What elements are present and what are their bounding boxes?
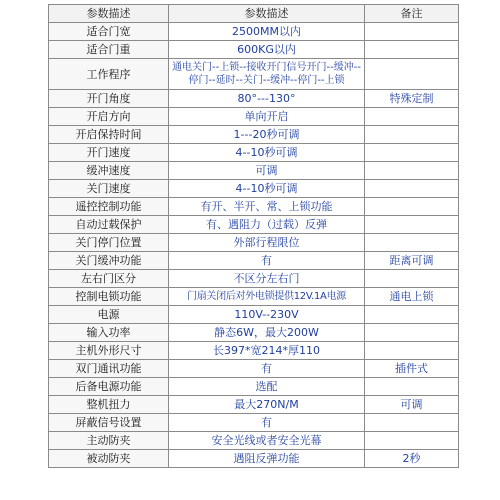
param-name-cell: 整机扭力 <box>49 396 169 414</box>
param-note-cell <box>365 378 459 396</box>
param-name-cell: 后备电源功能 <box>49 378 169 396</box>
param-note-cell: 可调 <box>365 396 459 414</box>
param-value-cell: 有开、半开、常、上锁功能 <box>169 198 365 216</box>
spec-table <box>48 4 459 468</box>
param-note-cell <box>365 234 459 252</box>
param-value-cell: 有 <box>169 252 365 270</box>
param-value-cell: 有、遇阻力（过载）反弹 <box>169 216 365 234</box>
param-note-cell: 距离可调 <box>365 252 459 270</box>
param-value-cell: 通电关门--上锁--接收开门信号开门--缓冲--停门--延时--关门--缓冲--停门--上锁 <box>169 59 365 90</box>
param-value-cell: 有 <box>169 414 365 432</box>
param-value-cell: 不区分左右门 <box>169 270 365 288</box>
table-row <box>49 234 459 252</box>
param-value-cell: 安全光线或者安全光幕 <box>169 432 365 450</box>
param-value-cell: 最大270N/M <box>169 396 365 414</box>
param-value-cell: 遇阻反弹功能 <box>169 450 365 468</box>
param-name-cell: 适合门宽 <box>49 23 169 41</box>
param-value-cell: 选配 <box>169 378 365 396</box>
table-row <box>49 90 459 108</box>
param-name-cell: 双门通讯功能 <box>49 360 169 378</box>
header-row <box>49 5 459 23</box>
param-note-cell <box>365 162 459 180</box>
param-note-cell <box>365 108 459 126</box>
param-note-cell <box>365 342 459 360</box>
param-note-cell <box>365 126 459 144</box>
table-row <box>49 198 459 216</box>
header-cell-desc: 参数描述 <box>169 5 365 23</box>
param-name-cell: 关门停门位置 <box>49 234 169 252</box>
table-row <box>49 270 459 288</box>
param-name-cell: 屏蔽信号设置 <box>49 414 169 432</box>
param-value-cell: 2500MM以内 <box>169 23 365 41</box>
param-name-cell: 主动防夹 <box>49 432 169 450</box>
param-name-cell: 电源 <box>49 306 169 324</box>
param-note-cell: 2秒 <box>365 450 459 468</box>
param-name-cell: 左右门区分 <box>49 270 169 288</box>
table-row <box>49 432 459 450</box>
header-cell-param: 参数描述 <box>49 5 169 23</box>
table-row <box>49 41 459 59</box>
table-row <box>49 396 459 414</box>
table-row <box>49 378 459 396</box>
param-name-cell: 工作程序 <box>49 59 169 90</box>
param-note-cell <box>365 270 459 288</box>
param-note-cell <box>365 59 459 90</box>
param-note-cell <box>365 414 459 432</box>
param-value-cell: 可调 <box>169 162 365 180</box>
param-name-cell: 关门速度 <box>49 180 169 198</box>
table-row <box>49 162 459 180</box>
param-note-cell: 特殊定制 <box>365 90 459 108</box>
param-note-cell <box>365 216 459 234</box>
param-value-cell: 80°---130° <box>169 90 365 108</box>
table-row <box>49 252 459 270</box>
param-value-cell: 有 <box>169 360 365 378</box>
param-name-cell: 控制电锁功能 <box>49 288 169 306</box>
table-row <box>49 360 459 378</box>
param-note-cell <box>365 324 459 342</box>
param-note-cell <box>365 432 459 450</box>
param-value-cell: 110V--230V <box>169 306 365 324</box>
param-name-cell: 被动防夹 <box>49 450 169 468</box>
table-row <box>49 342 459 360</box>
param-name-cell: 缓冲速度 <box>49 162 169 180</box>
param-value-cell: 1---20秒可调 <box>169 126 365 144</box>
param-name-cell: 自动过载保护 <box>49 216 169 234</box>
param-name-cell: 开启方向 <box>49 108 169 126</box>
table-row <box>49 144 459 162</box>
param-note-cell <box>365 41 459 59</box>
table-row <box>49 216 459 234</box>
param-value-cell: 外部行程限位 <box>169 234 365 252</box>
param-value-cell: 600KG以内 <box>169 41 365 59</box>
param-name-cell: 关门缓冲功能 <box>49 252 169 270</box>
param-note-cell <box>365 23 459 41</box>
header-cell-note: 备注 <box>365 5 459 23</box>
param-note-cell <box>365 144 459 162</box>
table-row <box>49 324 459 342</box>
table-row <box>49 288 459 306</box>
param-name-cell: 开门角度 <box>49 90 169 108</box>
param-note-cell: 通电上锁 <box>365 288 459 306</box>
param-note-cell <box>365 306 459 324</box>
param-note-cell: 插件式 <box>365 360 459 378</box>
table-row <box>49 23 459 41</box>
param-name-cell: 遥控控制功能 <box>49 198 169 216</box>
param-value-cell: 静态6W，最大200W <box>169 324 365 342</box>
table-row <box>49 180 459 198</box>
table-row <box>49 414 459 432</box>
table-row <box>49 59 459 90</box>
param-name-cell: 适合门重 <box>49 41 169 59</box>
param-name-cell: 主机外形尺寸 <box>49 342 169 360</box>
param-value-cell: 4--10秒可调 <box>169 144 365 162</box>
param-value-cell: 单向开启 <box>169 108 365 126</box>
param-note-cell <box>365 198 459 216</box>
table-row <box>49 126 459 144</box>
param-name-cell: 开门速度 <box>49 144 169 162</box>
param-name-cell: 输入功率 <box>49 324 169 342</box>
param-note-cell <box>365 180 459 198</box>
param-value-cell: 长397*宽214*厚110 <box>169 342 365 360</box>
table-row <box>49 108 459 126</box>
param-value-cell: 4--10秒可调 <box>169 180 365 198</box>
param-name-cell: 开启保持时间 <box>49 126 169 144</box>
table-row <box>49 306 459 324</box>
table-row <box>49 450 459 468</box>
param-value-cell: 门扇关闭后对外电锁提供12V.1A电源 <box>169 288 365 306</box>
